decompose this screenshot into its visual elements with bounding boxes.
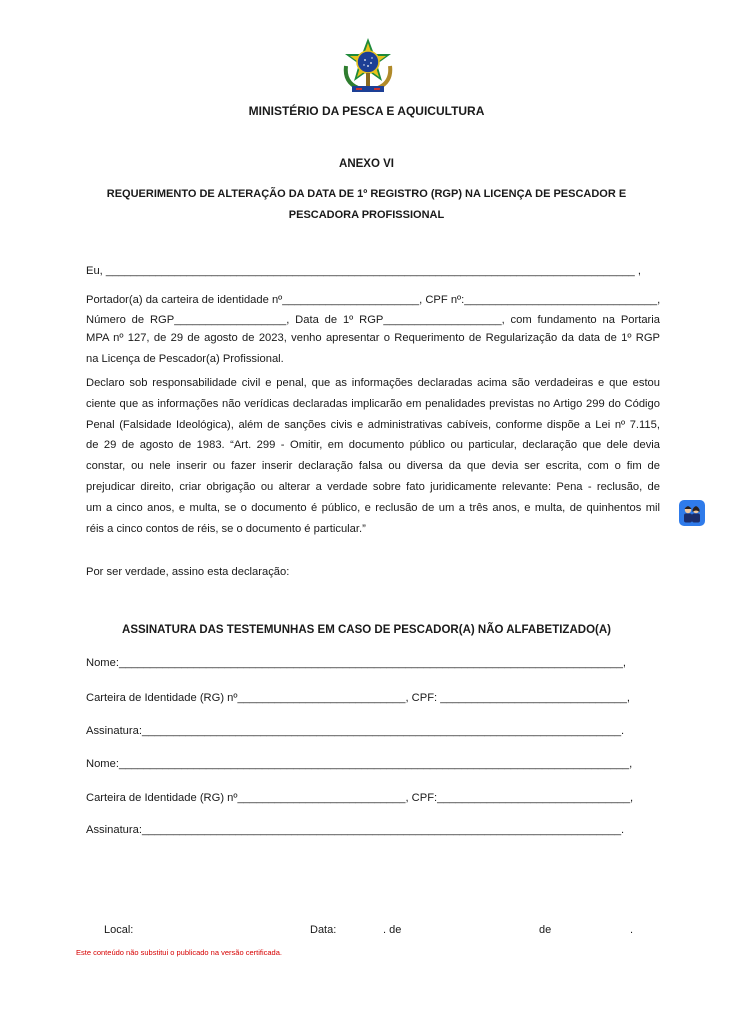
paragraph-line: Penal (Falsidade Ideológica), além de sanções civis e administrativas cabíveis, conforme dispõe a Lei nº 7.115, bbox=[86, 418, 660, 431]
witnesses-title: ASSINATURA DAS TESTEMUNHAS EM CASO DE PESCADOR(A) NÃO ALFABETIZADO(A) bbox=[122, 624, 611, 636]
witness-2-rg-cpf-field[interactable]: Carteira de Identidade (RG) nº___________________________, CPF:_______________________________, bbox=[86, 792, 634, 804]
certification-disclaimer: Este conteúdo não substitui o publicado na versão certificada. bbox=[76, 948, 282, 957]
paragraph-line: na Licença de Pescador(a) Profissional. bbox=[86, 352, 284, 365]
paragraph-line: Declaro sob responsabilidade civil e penal, que as informações declaradas acima são verdadeiras e que estou bbox=[86, 377, 660, 389]
paragraph-line: MPA nº 127, de 29 de agosto de 2023, venho apresentar o Requerimento de Regularização da data de 1º RGP bbox=[86, 332, 660, 344]
document-title-line-1: REQUERIMENTO DE ALTERAÇÃO DA DATA DE 1º REGISTRO (RGP) NA LICENÇA DE PESCADOR E bbox=[106, 188, 627, 200]
field-rgp[interactable]: Número de RGP__________________, Data de 1º RGP___________________, com fundamento na Portaria bbox=[86, 314, 660, 326]
document-title-line-2: PESCADORA PROFISSIONAL bbox=[288, 209, 445, 221]
date-end-dot: . bbox=[630, 924, 634, 936]
witness-1-signature-field[interactable]: Assinatura:_____________________________________________________________________________. bbox=[86, 725, 625, 737]
paragraph-line: um a cinco anos, e multa, se o documento é público, e reclusão de um a três anos, e multa, de quinhentos mil bbox=[86, 501, 660, 514]
paragraph-line: de 29 de agosto de 1983. “Art. 299 - Omitir, em documento público ou particular, declaração que dele devia bbox=[86, 439, 660, 452]
ministry-title: MINISTÉRIO DA PESCA E AQUICULTURA bbox=[248, 104, 485, 118]
request-paragraph bbox=[86, 328, 660, 370]
annex-label: ANEXO VI bbox=[339, 158, 394, 170]
field-eu[interactable]: Eu, _____________________________________________________________________________________ , bbox=[86, 265, 641, 277]
paragraph-line: constar, ou nele inserir ou fazer inserir declaração falsa ou diversa da que devia ser escrita, com o fim de bbox=[86, 460, 660, 473]
closing-statement: Por ser verdade, assino esta declaração: bbox=[86, 566, 290, 578]
witness-2-name-field[interactable]: Nome:__________________________________________________________________________________, bbox=[86, 758, 633, 770]
witness-1-rg-cpf-field[interactable]: Carteira de Identidade (RG) nº___________________________, CPF: ______________________________, bbox=[86, 692, 631, 704]
date-label[interactable]: Data: bbox=[310, 924, 337, 936]
witness-1-name-field[interactable]: Nome:_________________________________________________________________________________, bbox=[86, 657, 627, 669]
paragraph-line: réis a cinco contos de réis, se o documento é particular.” bbox=[86, 522, 366, 535]
date-separator-1: . de bbox=[383, 924, 402, 936]
paragraph-line: prejudicar direito, criar obrigação ou alterar a verdade sobre fato juridicamente relevante: Pena - reclusão, de bbox=[86, 480, 660, 493]
paragraph-line: ciente que as informações não verídicas declaradas implicarão em penalidades previstas no Artigo 299 do Código bbox=[86, 397, 660, 410]
declaration-paragraph bbox=[86, 373, 660, 539]
field-identity-cpf[interactable]: Portador(a) da carteira de identidade nº______________________, CPF nº:_______________________________, bbox=[86, 294, 661, 306]
date-separator-2: de bbox=[539, 924, 552, 936]
local-label[interactable]: Local: bbox=[104, 924, 134, 936]
witness-2-signature-field[interactable]: Assinatura:_____________________________________________________________________________. bbox=[86, 824, 625, 836]
assistant-avatar-icon[interactable] bbox=[679, 500, 705, 526]
coat-of-arms-icon bbox=[340, 36, 396, 96]
